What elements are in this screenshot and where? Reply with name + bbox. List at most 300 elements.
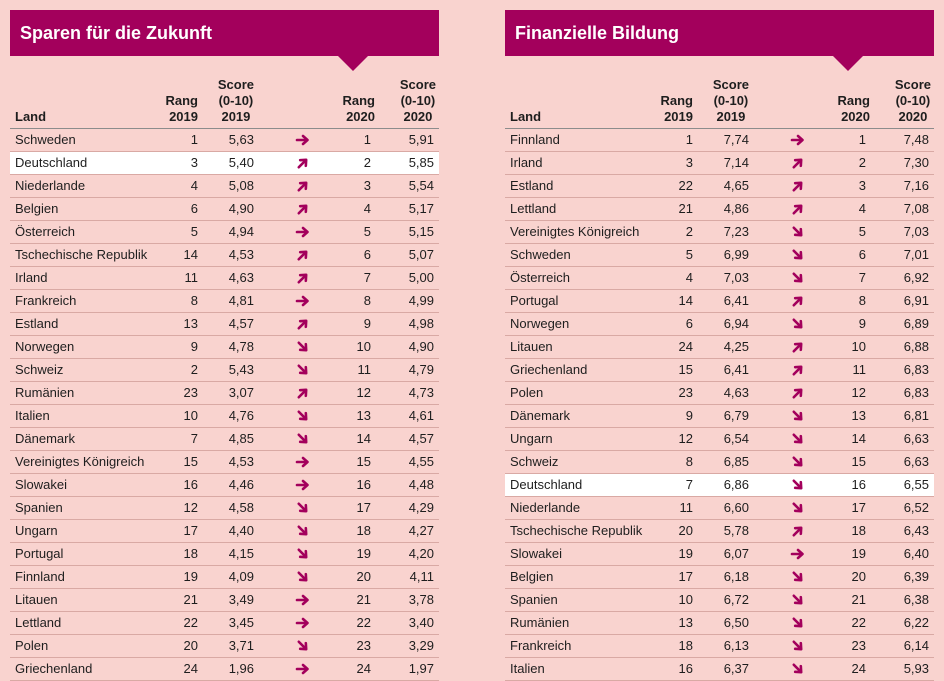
cell-land: Tschechische Republik <box>510 523 643 538</box>
cell-rang-2019: 12 <box>678 431 693 446</box>
cell-rang-2019: 9 <box>190 339 198 354</box>
table-row <box>505 152 934 175</box>
trend-arrow-up-icon <box>788 175 808 197</box>
cell-score-2019: 4,86 <box>723 201 749 216</box>
cell-land: Frankreich <box>15 293 77 308</box>
cell-rang-2020: 9 <box>363 316 371 331</box>
cell-rang-2019: 5 <box>190 224 198 239</box>
trend-arrow-right-icon <box>788 129 808 151</box>
cell-land: Frankreich <box>510 638 572 653</box>
table-row <box>10 244 439 267</box>
cell-score-2020: 4,55 <box>408 454 434 469</box>
cell-score-2020: 6,81 <box>903 408 929 423</box>
cell-score-2019: 5,78 <box>723 523 749 538</box>
cell-rang-2019: 17 <box>678 569 693 584</box>
trend-arrow-right-icon <box>293 221 313 243</box>
trend-arrow-down-icon <box>788 474 808 496</box>
trend-arrow-right-icon <box>293 290 313 312</box>
cell-score-2019: 6,54 <box>723 431 749 446</box>
cell-rang-2019: 21 <box>183 592 198 607</box>
trend-arrow-up-icon <box>293 267 313 289</box>
cell-score-2019: 7,74 <box>723 132 749 147</box>
cell-rang-2020: 21 <box>851 592 866 607</box>
header-score-2020: Score (0-10) 2020 <box>399 77 436 124</box>
cell-land: Litauen <box>510 339 553 354</box>
table-row <box>505 175 934 198</box>
cell-score-2020: 6,92 <box>903 270 929 285</box>
table-row <box>505 290 934 313</box>
cell-rang-2020: 17 <box>851 500 866 515</box>
table-row <box>505 267 934 290</box>
cell-score-2019: 6,99 <box>723 247 749 262</box>
table-title: Sparen für die Zukunft <box>20 23 213 43</box>
table-row <box>505 520 934 543</box>
cell-rang-2020: 7 <box>858 270 866 285</box>
cell-rang-2020: 20 <box>356 569 371 584</box>
cell-land: Vereinigtes Königreich <box>510 224 640 239</box>
cell-land: Estland <box>15 316 59 331</box>
table-row <box>505 474 934 497</box>
table-title-banner <box>10 10 439 56</box>
cell-rang-2020: 4 <box>363 201 371 216</box>
cell-score-2020: 5,54 <box>408 178 434 193</box>
cell-rang-2020: 22 <box>851 615 866 630</box>
cell-rang-2020: 11 <box>357 362 371 377</box>
cell-score-2019: 3,45 <box>228 615 254 630</box>
cell-rang-2020: 24 <box>851 661 866 676</box>
cell-land: Belgien <box>15 201 59 216</box>
cell-rang-2019: 17 <box>183 523 198 538</box>
cell-rang-2019: 20 <box>183 638 198 653</box>
cell-score-2020: 3,40 <box>408 615 434 630</box>
cell-land: Portugal <box>15 546 64 561</box>
cell-rang-2020: 12 <box>851 385 866 400</box>
cell-rang-2020: 11 <box>852 362 866 377</box>
cell-score-2019: 4,40 <box>228 523 254 538</box>
cell-score-2020: 5,91 <box>408 132 434 147</box>
table-row <box>505 336 934 359</box>
cell-score-2019: 7,14 <box>723 155 749 170</box>
table-body <box>10 129 439 681</box>
cell-rang-2019: 23 <box>678 385 693 400</box>
cell-rang-2019: 11 <box>184 270 198 285</box>
cell-land: Niederlande <box>510 500 581 515</box>
cell-land: Slowakei <box>510 546 563 561</box>
cell-land: Finnland <box>15 569 65 584</box>
cell-land: Österreich <box>15 224 75 239</box>
trend-arrow-down-icon <box>293 359 313 381</box>
cell-score-2019: 4,63 <box>228 270 254 285</box>
cell-land: Niederlande <box>15 178 86 193</box>
cell-rang-2019: 19 <box>678 546 693 561</box>
cell-rang-2020: 5 <box>858 224 866 239</box>
cell-land: Belgien <box>510 569 554 584</box>
trend-arrow-up-icon <box>293 175 313 197</box>
header-rang-2019: Rang 2019 <box>165 93 198 124</box>
table-bildung <box>505 10 934 681</box>
cell-score-2019: 6,37 <box>723 661 749 676</box>
cell-rang-2020: 21 <box>356 592 371 607</box>
trend-arrow-right-icon <box>788 543 808 565</box>
cell-rang-2020: 18 <box>851 523 866 538</box>
header-score-2019: Score (0-10) 2019 <box>217 77 254 124</box>
trend-arrow-up-icon <box>293 198 313 220</box>
cell-score-2020: 6,43 <box>903 523 929 538</box>
table-row <box>505 198 934 221</box>
table-row <box>10 129 439 152</box>
cell-score-2020: 7,01 <box>903 247 929 262</box>
trend-arrow-up-icon <box>788 290 808 312</box>
cell-rang-2019: 21 <box>678 201 693 216</box>
cell-score-2019: 6,86 <box>723 477 749 492</box>
cell-rang-2019: 14 <box>183 247 198 262</box>
trend-arrow-down-icon <box>788 313 808 335</box>
cell-score-2020: 4,48 <box>408 477 434 492</box>
cell-score-2019: 6,41 <box>723 293 749 308</box>
cell-score-2020: 4,27 <box>408 523 434 538</box>
cell-rang-2019: 7 <box>685 477 693 492</box>
cell-land: Spanien <box>510 592 558 607</box>
cell-score-2019: 5,63 <box>228 132 254 147</box>
cell-rang-2020: 8 <box>858 293 866 308</box>
table-row <box>505 244 934 267</box>
cell-land: Polen <box>510 385 544 400</box>
cell-rang-2019: 15 <box>183 454 198 469</box>
table-row <box>10 451 439 474</box>
cell-rang-2020: 10 <box>851 339 866 354</box>
cell-rang-2020: 18 <box>356 523 371 538</box>
cell-land: Norwegen <box>510 316 570 331</box>
cell-rang-2020: 2 <box>363 155 371 170</box>
cell-score-2019: 7,03 <box>723 270 749 285</box>
trend-arrow-down-icon <box>788 267 808 289</box>
trend-arrow-up-icon <box>293 152 313 174</box>
cell-rang-2019: 13 <box>183 316 198 331</box>
table-row <box>10 658 439 681</box>
cell-rang-2019: 3 <box>685 155 693 170</box>
cell-score-2020: 5,93 <box>903 661 929 676</box>
cell-rang-2020: 5 <box>363 224 371 239</box>
trend-arrow-down-icon <box>788 221 808 243</box>
cell-rang-2020: 23 <box>851 638 866 653</box>
trend-arrow-down-icon <box>788 612 808 634</box>
header-land: Land <box>15 109 47 124</box>
cell-rang-2020: 7 <box>363 270 371 285</box>
table-row <box>505 612 934 635</box>
cell-land: Finnland <box>510 132 560 147</box>
cell-rang-2020: 10 <box>356 339 371 354</box>
cell-rang-2019: 5 <box>685 247 693 262</box>
trend-arrow-up-icon <box>293 244 313 266</box>
cell-score-2019: 4,58 <box>228 500 254 515</box>
trend-arrow-down-icon <box>293 336 313 358</box>
table-row <box>505 635 934 658</box>
cell-rang-2020: 4 <box>858 201 866 216</box>
cell-score-2019: 3,49 <box>228 592 254 607</box>
trend-arrow-up-icon <box>788 520 808 542</box>
table-row <box>505 405 934 428</box>
cell-rang-2020: 3 <box>858 178 866 193</box>
cell-score-2020: 4,98 <box>408 316 434 331</box>
cell-land: Ungarn <box>510 431 553 446</box>
trend-arrow-down-icon <box>293 566 313 588</box>
table-row <box>10 428 439 451</box>
trend-arrow-up-icon <box>788 359 808 381</box>
cell-score-2019: 5,08 <box>228 178 254 193</box>
table-row <box>10 497 439 520</box>
table-row <box>10 359 439 382</box>
cell-rang-2019: 2 <box>685 224 693 239</box>
cell-rang-2020: 15 <box>851 454 866 469</box>
trend-arrow-down-icon <box>293 543 313 565</box>
cell-score-2020: 4,29 <box>408 500 434 515</box>
table-row <box>10 382 439 405</box>
header-score-2020: Score (0-10) 2020 <box>894 77 931 124</box>
cell-score-2020: 4,99 <box>408 293 434 308</box>
trend-arrow-up-icon <box>788 152 808 174</box>
cell-score-2019: 6,60 <box>723 500 749 515</box>
cell-score-2019: 6,13 <box>723 638 749 653</box>
cell-rang-2020: 13 <box>851 408 866 423</box>
cell-rang-2020: 6 <box>858 247 866 262</box>
cell-land: Slowakei <box>15 477 68 492</box>
trend-arrow-up-icon <box>788 198 808 220</box>
cell-score-2020: 6,52 <box>903 500 929 515</box>
cell-score-2020: 6,38 <box>903 592 929 607</box>
cell-score-2019: 4,94 <box>228 224 254 239</box>
cell-score-2020: 5,07 <box>408 247 434 262</box>
cell-rang-2020: 17 <box>356 500 371 515</box>
cell-land: Norwegen <box>15 339 75 354</box>
table-row <box>10 313 439 336</box>
cell-rang-2019: 1 <box>190 132 198 147</box>
cell-land: Vereinigtes Königreich <box>15 454 145 469</box>
cell-score-2019: 6,79 <box>723 408 749 423</box>
cell-rang-2019: 23 <box>183 385 198 400</box>
cell-score-2019: 5,40 <box>228 155 254 170</box>
cell-score-2020: 4,11 <box>409 569 434 584</box>
table-row <box>10 566 439 589</box>
cell-rang-2019: 11 <box>679 500 693 515</box>
cell-rang-2020: 12 <box>356 385 371 400</box>
cell-land: Deutschland <box>510 477 583 492</box>
cell-land: Lettland <box>15 615 62 630</box>
cell-score-2019: 4,25 <box>723 339 749 354</box>
table-row <box>10 152 439 175</box>
table-row <box>10 290 439 313</box>
cell-score-2020: 6,39 <box>903 569 929 584</box>
table-row <box>505 313 934 336</box>
cell-score-2020: 4,57 <box>408 431 434 446</box>
cell-land: Litauen <box>15 592 58 607</box>
cell-land: Irland <box>15 270 48 285</box>
cell-rang-2020: 24 <box>356 661 371 676</box>
cell-score-2020: 6,63 <box>903 431 929 446</box>
cell-land: Spanien <box>15 500 63 515</box>
table-row <box>10 336 439 359</box>
cell-score-2020: 6,40 <box>903 546 929 561</box>
table-row <box>505 566 934 589</box>
cell-score-2020: 4,61 <box>408 408 434 423</box>
cell-score-2019: 3,71 <box>228 638 254 653</box>
trend-arrow-up-icon <box>788 336 808 358</box>
table-row <box>10 175 439 198</box>
table-row <box>10 635 439 658</box>
cell-score-2020: 6,88 <box>903 339 929 354</box>
cell-land: Dänemark <box>15 431 75 446</box>
cell-rang-2019: 19 <box>183 569 198 584</box>
table-header <box>505 56 934 129</box>
cell-score-2019: 6,18 <box>723 569 749 584</box>
cell-score-2020: 7,48 <box>903 132 929 147</box>
cell-score-2020: 7,03 <box>903 224 929 239</box>
cell-score-2020: 1,97 <box>408 661 434 676</box>
cell-score-2020: 4,20 <box>408 546 434 561</box>
cell-score-2019: 4,09 <box>228 569 254 584</box>
cell-land: Portugal <box>510 293 559 308</box>
trend-arrow-right-icon <box>293 589 313 611</box>
cell-rang-2019: 4 <box>190 178 198 193</box>
cell-land: Rumänien <box>15 385 75 400</box>
table-row <box>10 589 439 612</box>
cell-score-2019: 4,76 <box>228 408 254 423</box>
table-row <box>10 405 439 428</box>
cell-rang-2020: 20 <box>851 569 866 584</box>
cell-rang-2019: 8 <box>685 454 693 469</box>
cell-score-2020: 6,89 <box>903 316 929 331</box>
cell-score-2019: 4,57 <box>228 316 254 331</box>
table-row <box>10 520 439 543</box>
cell-rang-2020: 19 <box>356 546 371 561</box>
cell-score-2019: 7,23 <box>723 224 749 239</box>
cell-rang-2020: 1 <box>858 132 866 147</box>
cell-rang-2020: 14 <box>356 431 371 446</box>
table-row <box>10 612 439 635</box>
cell-score-2019: 6,07 <box>723 546 749 561</box>
trend-arrow-down-icon <box>293 428 313 450</box>
cell-rang-2019: 22 <box>183 615 198 630</box>
trend-arrow-down-icon <box>788 635 808 657</box>
cell-score-2019: 6,50 <box>723 615 749 630</box>
cell-score-2020: 4,79 <box>408 362 434 377</box>
cell-rang-2019: 1 <box>685 132 693 147</box>
cell-score-2020: 5,00 <box>408 270 434 285</box>
cell-score-2020: 5,85 <box>408 155 434 170</box>
table-header <box>10 56 439 129</box>
cell-score-2020: 3,29 <box>408 638 434 653</box>
cell-rang-2020: 6 <box>363 247 371 262</box>
cell-score-2020: 6,63 <box>903 454 929 469</box>
cell-score-2020: 6,83 <box>903 385 929 400</box>
cell-rang-2019: 20 <box>678 523 693 538</box>
cell-land: Irland <box>510 155 543 170</box>
cell-rang-2019: 6 <box>190 201 198 216</box>
table-title-banner <box>505 10 934 56</box>
cell-land: Estland <box>510 178 554 193</box>
cell-score-2019: 4,53 <box>228 454 254 469</box>
cell-rang-2019: 14 <box>678 293 693 308</box>
cell-score-2019: 4,53 <box>228 247 254 262</box>
trend-arrow-right-icon <box>293 612 313 634</box>
cell-score-2020: 6,83 <box>903 362 929 377</box>
cell-score-2020: 6,55 <box>903 477 929 492</box>
cell-rang-2019: 2 <box>190 362 198 377</box>
cell-land: Griechenland <box>15 661 93 676</box>
cell-land: Schweiz <box>15 362 64 377</box>
cell-score-2019: 4,65 <box>723 178 749 193</box>
cell-rang-2020: 9 <box>858 316 866 331</box>
cell-land: Polen <box>15 638 49 653</box>
trend-arrow-down-icon <box>788 451 808 473</box>
table-row <box>10 221 439 244</box>
cell-score-2019: 6,85 <box>723 454 749 469</box>
cell-rang-2019: 24 <box>678 339 693 354</box>
cell-score-2019: 6,72 <box>723 592 749 607</box>
cell-score-2019: 4,46 <box>228 477 254 492</box>
cell-rang-2020: 3 <box>363 178 371 193</box>
cell-score-2020: 5,15 <box>408 224 434 239</box>
cell-land: Dänemark <box>510 408 570 423</box>
cell-land: Schweden <box>15 132 76 147</box>
cell-score-2020: 6,22 <box>903 615 929 630</box>
cell-score-2019: 5,43 <box>228 362 254 377</box>
cell-land: Griechenland <box>510 362 588 377</box>
cell-rang-2019: 10 <box>183 408 198 423</box>
cell-score-2019: 4,90 <box>228 201 254 216</box>
header-rang-2019: Rang 2019 <box>660 93 693 124</box>
cell-rang-2019: 16 <box>183 477 198 492</box>
cell-rang-2020: 1 <box>363 132 371 147</box>
table-row <box>505 497 934 520</box>
trend-arrow-down-icon <box>293 635 313 657</box>
cell-rang-2019: 18 <box>183 546 198 561</box>
header-score-2019: Score (0-10) 2019 <box>712 77 749 124</box>
table-row <box>10 543 439 566</box>
cell-land: Tschechische Republik <box>15 247 148 262</box>
trend-arrow-down-icon <box>788 244 808 266</box>
cell-score-2019: 1,96 <box>228 661 254 676</box>
trend-arrow-up-icon <box>293 382 313 404</box>
table-row <box>10 474 439 497</box>
table-row <box>505 658 934 681</box>
cell-score-2019: 4,85 <box>228 431 254 446</box>
table-sparen <box>10 10 439 681</box>
table-title: Finanzielle Bildung <box>515 23 680 43</box>
trend-arrow-right-icon <box>293 129 313 151</box>
cell-score-2019: 6,94 <box>723 316 749 331</box>
cell-rang-2019: 8 <box>190 293 198 308</box>
cell-land: Ungarn <box>15 523 58 538</box>
cell-score-2020: 5,17 <box>408 201 434 216</box>
cell-score-2019: 4,81 <box>228 293 254 308</box>
cell-land: Lettland <box>510 201 557 216</box>
cell-score-2019: 4,63 <box>723 385 749 400</box>
cell-rang-2019: 9 <box>685 408 693 423</box>
trend-arrow-up-icon <box>293 313 313 335</box>
table-row <box>505 589 934 612</box>
table-row <box>505 382 934 405</box>
header-land: Land <box>510 109 542 124</box>
cell-land: Rumänien <box>510 615 570 630</box>
cell-land: Italien <box>510 661 545 676</box>
cell-rang-2020: 23 <box>356 638 371 653</box>
cell-rang-2019: 12 <box>183 500 198 515</box>
trend-arrow-down-icon <box>293 497 313 519</box>
trend-arrow-right-icon <box>293 451 313 473</box>
cell-land: Italien <box>15 408 50 423</box>
trend-arrow-right-icon <box>293 474 313 496</box>
cell-rang-2020: 22 <box>356 615 371 630</box>
